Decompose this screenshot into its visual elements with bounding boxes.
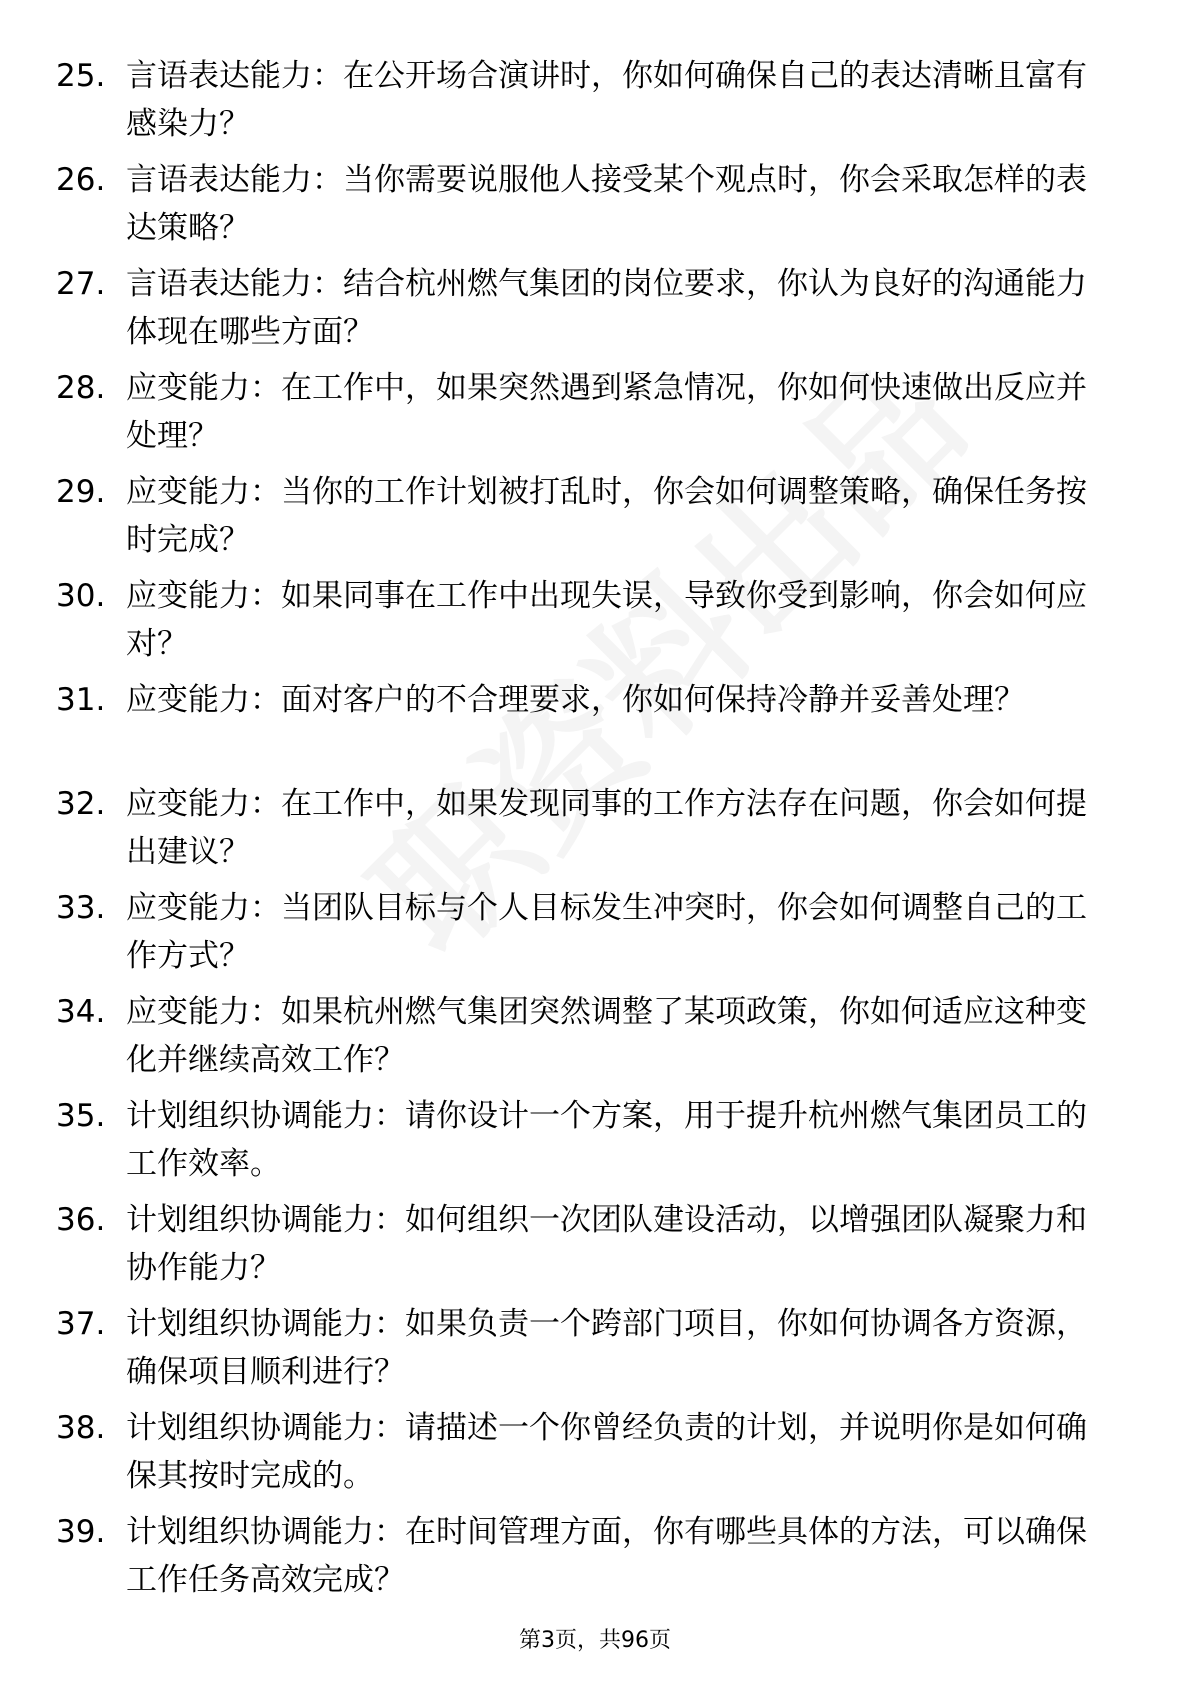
- question-text: 言语表达能力：当你需要说服他人接受某个观点时，你会采取怎样的表达策略？: [126, 162, 1087, 246]
- question-item: [0, 1404, 1190, 1508]
- question-item: [0, 468, 1190, 572]
- question-text: 应变能力：如果杭州燃气集团突然调整了某项政策，你如何适应这种变化并继续高效工作？: [126, 994, 1087, 1078]
- question-item: [0, 780, 1190, 884]
- question-text: 应变能力：面对客户的不合理要求，你如何保持冷静并妥善处理？: [126, 682, 1025, 718]
- question-number: 25.: [56, 58, 106, 94]
- page-footer: 第3页，共96页: [519, 1628, 671, 1653]
- question-number: 34.: [56, 994, 106, 1030]
- question-text: 计划组织协调能力：如何组织一次团队建设活动，以增强团队凝聚力和协作能力？: [126, 1202, 1087, 1286]
- question-text: 计划组织协调能力：在时间管理方面，你有哪些具体的方法，可以确保工作任务高效完成？: [126, 1514, 1087, 1598]
- question-number: 32.: [56, 786, 106, 822]
- question-text: 言语表达能力：结合杭州燃气集团的岗位要求，你认为良好的沟通能力体现在哪些方面？: [126, 266, 1087, 350]
- question-list: [0, 52, 1190, 1612]
- question-item: [0, 1196, 1190, 1300]
- question-number: 33.: [56, 890, 106, 926]
- question-item: [0, 572, 1190, 676]
- question-text: 计划组织协调能力：请描述一个你曾经负责的计划，并说明你是如何确保其按时完成的。: [126, 1410, 1087, 1494]
- question-number: 29.: [56, 474, 106, 510]
- question-item: [0, 260, 1190, 364]
- question-number: 37.: [56, 1306, 106, 1342]
- question-item: [0, 364, 1190, 468]
- question-text: 应变能力：在工作中，如果发现同事的工作方法存在问题，你会如何提出建议？: [126, 786, 1087, 870]
- question-item: [0, 1300, 1190, 1404]
- question-number: 30.: [56, 578, 106, 614]
- question-text: 计划组织协调能力：请你设计一个方案，用于提升杭州燃气集团员工的工作效率。: [126, 1098, 1087, 1182]
- question-item: [0, 988, 1190, 1092]
- question-item: [0, 1092, 1190, 1196]
- question-text: 应变能力：如果同事在工作中出现失误，导致你受到影响，你会如何应对？: [126, 578, 1087, 662]
- question-number: 38.: [56, 1410, 106, 1446]
- question-number: 36.: [56, 1202, 106, 1238]
- question-number: 35.: [56, 1098, 106, 1134]
- question-item: [0, 884, 1190, 988]
- question-item: [0, 52, 1190, 156]
- question-item: [0, 156, 1190, 260]
- question-number: 31.: [56, 682, 106, 718]
- question-text: 计划组织协调能力：如果负责一个跨部门项目，你如何协调各方资源，确保项目顺利进行？: [126, 1306, 1087, 1390]
- question-number: 26.: [56, 162, 106, 198]
- question-text: 应变能力：在工作中，如果突然遇到紧急情况，你如何快速做出反应并处理？: [126, 370, 1087, 454]
- question-item: [0, 1508, 1190, 1612]
- question-text: 言语表达能力：在公开场合演讲时，你如何确保自己的表达清晰且富有感染力？: [126, 58, 1087, 142]
- question-item: [0, 676, 1190, 780]
- question-number: 27.: [56, 266, 106, 302]
- question-text: 应变能力：当你的工作计划被打乱时，你会如何调整策略，确保任务按时完成？: [126, 474, 1087, 558]
- question-number: 28.: [56, 370, 106, 406]
- question-number: 39.: [56, 1514, 106, 1550]
- question-text: 应变能力：当团队目标与个人目标发生冲突时，你会如何调整自己的工作方式？: [126, 890, 1087, 974]
